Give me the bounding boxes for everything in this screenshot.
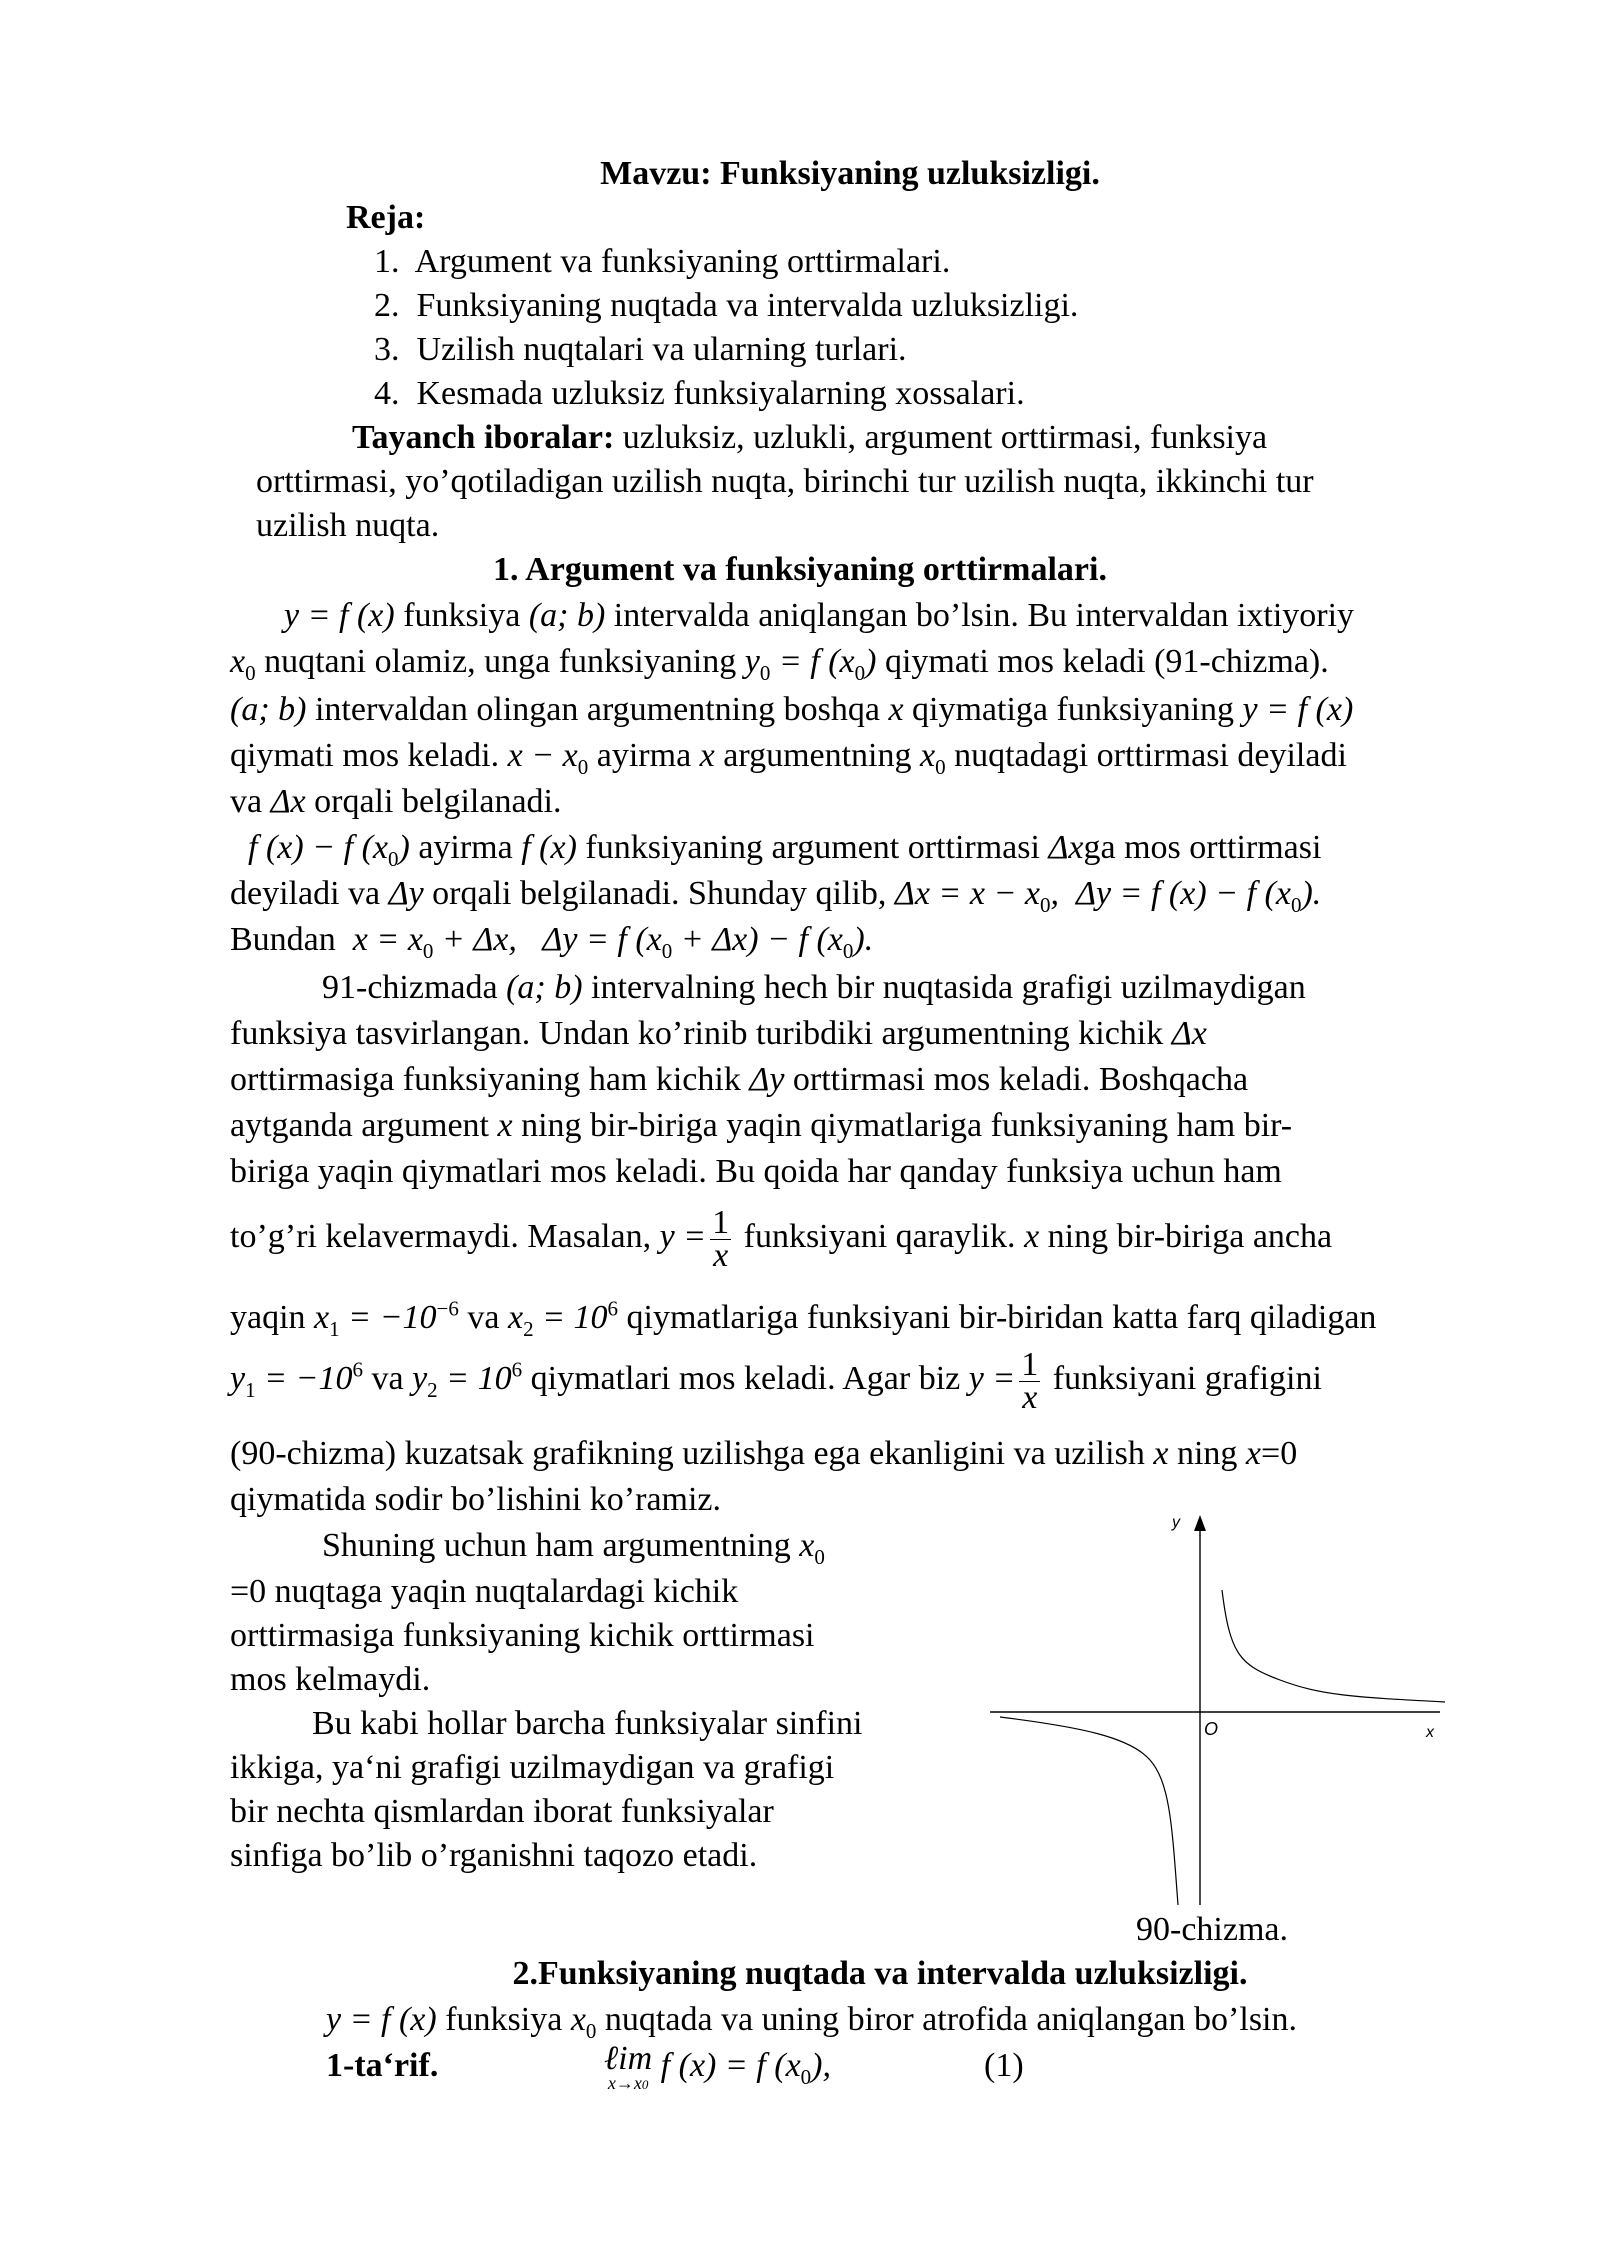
y-axis-label: y bbox=[1172, 1514, 1180, 1531]
formula: Δx bbox=[270, 783, 306, 820]
text: intervalning hech bir nuqtasida grafigi uzilmaydigan bbox=[582, 969, 1306, 1006]
fraction-1-over-x bbox=[1019, 1345, 1040, 1416]
text: funksiyaning argument orttirmasi bbox=[576, 829, 1049, 866]
formula: = 10 bbox=[437, 1360, 512, 1397]
s1-line-9 bbox=[322, 966, 1306, 1010]
keywords-line-3: uzilish nuqta. bbox=[256, 507, 440, 544]
s1-line-14: to’g’ri kelavermaydi. Masalan, y = $\frac{1}{x}$ funksiyani qaraylik. x ning bir-biriga ancha bbox=[230, 1203, 1333, 1274]
text: funksiya bbox=[394, 597, 529, 634]
s1-line-22: mos kelmaydi. bbox=[230, 1661, 431, 1698]
subscript: 0 bbox=[842, 938, 854, 963]
limit-word: ℓim bbox=[604, 2040, 653, 2077]
subscript: 0 bbox=[800, 2064, 812, 2089]
text: ayirma bbox=[588, 737, 700, 774]
figure-caption: 90-chizma. bbox=[1136, 1911, 1288, 1948]
s1-line-1 bbox=[284, 594, 1354, 638]
text: (90-chizma) kuzatsak grafikning uzilishga ega ekanligini va uzilish bbox=[230, 1435, 1154, 1472]
text: va bbox=[362, 1360, 413, 1397]
limit bbox=[604, 2040, 653, 2094]
s1-line-15: yaqin $x_1 = -10^{-6}$ va $x_2 = 10^6$ qiymatlariga funksiyani bir-biridan katta farq qiladigan bbox=[230, 1296, 1377, 1341]
s1-line-7: deyiladi va Δy orqali belgilanadi. Shunday qilib, $\Delta x = x - x_0$, Δy = f (x) − f $(x_0)$. bbox=[230, 875, 1322, 917]
keywords-line-2: orttirmasi, yo’qotiladigan uzilish nuqta, birinchi tur uzilish nuqta, ikkinchi tur bbox=[256, 463, 1314, 500]
text: ayirma bbox=[409, 829, 522, 866]
plan-item-4: 4. Kesmada uzluksiz funksiyalarning xossalari. bbox=[374, 375, 1025, 412]
text: yaqin bbox=[230, 1299, 315, 1336]
formula: = f (x bbox=[770, 643, 855, 680]
text: intervalda aniqlangan bo’lsin. Bu intervaldan ixtiyoriy bbox=[605, 597, 1355, 634]
formula: x bbox=[699, 737, 715, 774]
text: funksiya tasvirlangan. Undan ko’rinib turibdiki argumentning kichik bbox=[230, 1015, 1172, 1052]
text: Shuning uchun ham argumentning bbox=[322, 1527, 800, 1564]
text: =0 bbox=[1261, 1435, 1298, 1472]
formula: = −10 bbox=[339, 1299, 437, 1336]
definition-label: 1-ta‘rif. bbox=[326, 2047, 439, 2084]
s1-line-26: sinfiga bo’lib o’rganishni taqozo etadi. bbox=[230, 1837, 758, 1874]
formula: x bbox=[920, 737, 936, 774]
formula: x bbox=[1153, 1435, 1169, 1472]
s1-line-5 bbox=[230, 780, 562, 824]
text: funksiya bbox=[436, 2001, 571, 2038]
formula: Δx bbox=[1048, 829, 1084, 866]
s1-line-18: qiymatida sodir bo’lishini ko’ramiz. bbox=[230, 1481, 722, 1518]
numerator: 1 bbox=[712, 1203, 730, 1241]
s2-line-1 bbox=[326, 1998, 1297, 2042]
text: intervaldan olingan argumentning boshqa bbox=[306, 691, 889, 728]
fraction-1-over-x bbox=[710, 1203, 731, 1274]
formula: x bbox=[799, 1527, 815, 1564]
text: qiymati mos keladi (91-chizma). bbox=[876, 643, 1329, 680]
origin-label: O bbox=[1204, 1719, 1219, 1739]
text: orqali belgilanadi. bbox=[305, 783, 562, 820]
formula: = −10 bbox=[255, 1360, 353, 1397]
subscript: 0 bbox=[814, 1544, 825, 1569]
text: funksiyani grafigini bbox=[1044, 1360, 1322, 1397]
y-axis-arrow bbox=[1194, 1515, 1206, 1531]
limit-subscript: x→x bbox=[607, 2073, 642, 2093]
s1-line-12 bbox=[230, 1104, 1292, 1148]
s1-line-10 bbox=[230, 1012, 1207, 1056]
text: deyiladi va bbox=[230, 875, 389, 912]
plan-item-1: 1. Argument va funksiyaning orttirmalari. bbox=[374, 243, 951, 280]
curve-negative-branch bbox=[1000, 1717, 1178, 1905]
text: va bbox=[230, 783, 271, 820]
s1-line-3 bbox=[230, 688, 1353, 732]
section-2-heading: 2.Funksiyaning nuqtada va intervalda uzluksizligi. bbox=[512, 1955, 1248, 1992]
subscript: 0 bbox=[1040, 892, 1051, 917]
text: orqali belgilanadi. Shunday qilib, bbox=[423, 875, 895, 912]
formula: x bbox=[497, 1107, 513, 1144]
s1-line-21: orttirmasiga funksiyaning kichik orttirmasi bbox=[230, 1617, 815, 1654]
formula: (a; b) bbox=[528, 597, 606, 634]
denominator: x bbox=[1022, 1378, 1038, 1416]
plan-heading: Reja: bbox=[346, 199, 426, 236]
text: orttirmasiga funksiyaning ham kichik bbox=[230, 1061, 750, 1098]
text: funksiyani qaraylik. bbox=[735, 1218, 1025, 1255]
subscript: 0 bbox=[577, 754, 589, 779]
subscript: 0 bbox=[661, 938, 673, 963]
equation-number: (1) bbox=[984, 2047, 1024, 2084]
formula: y = f (x) bbox=[326, 2001, 437, 2038]
formula: (a; b) bbox=[506, 969, 583, 1006]
s1-line-25: bir nechta qismlardan iborat funksiyalar bbox=[230, 1793, 774, 1830]
formula: x bbox=[230, 643, 246, 680]
subscript: 0 bbox=[854, 660, 866, 685]
text: argumentning bbox=[714, 737, 920, 774]
page-title: Mavzu: Funksiyaning uzluksizligi. bbox=[600, 155, 1100, 192]
exponent: 6 bbox=[352, 1357, 363, 1382]
subscript: 0 bbox=[387, 846, 399, 871]
x-axis-label: x bbox=[1426, 1724, 1434, 1741]
text: nuqtani olamiz, unga funksiyaning bbox=[255, 643, 745, 680]
section-1-heading: 1. Argument va funksiyaning orttirmalari. bbox=[493, 551, 1107, 588]
keywords-label: Tayanch iboralar: bbox=[352, 419, 615, 456]
text: to’g’ri kelavermaydi. Masalan, bbox=[230, 1218, 660, 1255]
text: qiymatiga funksiyaning bbox=[903, 691, 1243, 728]
text: Bundan bbox=[230, 921, 345, 958]
formula: x bbox=[570, 2001, 586, 2038]
subscript: 0 bbox=[935, 754, 946, 779]
keywords-line-1 bbox=[352, 416, 1267, 460]
text: ga mos orttirmasi bbox=[1083, 829, 1322, 866]
s1-line-23: Bu kabi hollar barcha funksiyalar sinfini bbox=[312, 1705, 863, 1742]
s1-line-11 bbox=[230, 1058, 1248, 1102]
text: nuqtadagi orttirmasi deyiladi bbox=[945, 737, 1347, 774]
subscript: 0 bbox=[1290, 892, 1302, 917]
formula: x bbox=[1245, 1435, 1262, 1472]
keywords-text: uzluksiz, uzlukli, argument orttirmasi, funksiya bbox=[614, 419, 1268, 456]
subscript: 0 bbox=[422, 938, 434, 963]
denominator: x bbox=[713, 1236, 729, 1274]
formula: y = f (x) bbox=[284, 597, 395, 634]
text: 91-chizmada bbox=[322, 969, 507, 1006]
numerator: 1 bbox=[1021, 1345, 1039, 1383]
s1-line-13: biriga yaqin qiymatlari mos keladi. Bu qoida har qanday funksiya uchun ham bbox=[230, 1153, 1282, 1190]
formula: x bbox=[888, 691, 904, 728]
formula: Δy bbox=[388, 875, 424, 912]
text: ning bbox=[1168, 1435, 1246, 1472]
subscript: 0 bbox=[641, 2077, 649, 2092]
formula: y bbox=[744, 643, 760, 680]
s1-line-16: $y_1 = -10^6$ va $y_2 = 10^6$ qiymatlari mos keladi. Agar biz y = $\frac{1}{x}$ funksiyani grafigini bbox=[230, 1345, 1322, 1416]
formula: (a; b) bbox=[230, 691, 307, 728]
text: aytganda argument bbox=[230, 1107, 498, 1144]
formula: Δy bbox=[749, 1061, 785, 1098]
text: ning bir-biriga yaqin qiymatlariga funksiyaning ham bir- bbox=[512, 1107, 1293, 1144]
plan-item-2: 2. Funksiyaning nuqtada va intervalda uzluksizligi. bbox=[374, 287, 1079, 324]
s1-line-19 bbox=[322, 1524, 825, 1568]
exponent: 6 bbox=[511, 1357, 523, 1382]
s1-line-20: =0 nuqtaga yaqin nuqtalardagi kichik bbox=[230, 1573, 739, 1610]
plan-item-3: 3. Uzilish nuqtalari va ularning turlari. bbox=[374, 331, 907, 368]
subscript: 0 bbox=[759, 660, 771, 685]
s2-line-2 bbox=[326, 2044, 438, 2088]
text: qiymati mos keladi. bbox=[230, 737, 508, 774]
formula: x bbox=[1024, 1218, 1040, 1255]
subscript: 0 bbox=[585, 2018, 597, 2043]
text: va bbox=[458, 1299, 508, 1336]
s1-line-17 bbox=[230, 1432, 1297, 1476]
hyperbola-graph bbox=[990, 1505, 1470, 1905]
s1-line-6: f (x) − f $(x_0)$ ayirma f (x) funksiyaning argument orttirmasi Δxga mos orttirmasi bbox=[248, 829, 1322, 871]
formula: = 10 bbox=[533, 1299, 608, 1336]
s1-line-24: ikkiga, ya‘ni grafigi uzilmaydigan va grafigi bbox=[230, 1749, 835, 1786]
text: qiymatlariga funksiyani bir-biridan katta farq qiladigan bbox=[618, 1299, 1377, 1336]
text: nuqtada va uning biror atrofida aniqlangan bo’lsin. bbox=[596, 2001, 1297, 2038]
s1-line-2: $x_0$ nuqtani olamiz, unga funksiyaning $y_0 = f$ $(x_0)$ qiymati mos keladi (91-chizma). bbox=[230, 643, 1329, 685]
formula: y = f (x) bbox=[1242, 691, 1354, 728]
text: orttirmasi mos keladi. Boshqacha bbox=[784, 1061, 1249, 1098]
text: ning bir-biriga ancha bbox=[1039, 1218, 1333, 1255]
s1-line-4: qiymati mos keladi. $x - x_0$ ayirma x argumentning $x_0$ nuqtadagi orttirmasi deyiladi bbox=[230, 737, 1347, 779]
exponent: 6 bbox=[607, 1296, 619, 1321]
formula: Δx bbox=[1171, 1015, 1207, 1052]
subscript: 0 bbox=[245, 660, 256, 685]
curve-positive-branch bbox=[1222, 1590, 1445, 1702]
text: qiymatlari mos keladi. Agar biz bbox=[522, 1360, 969, 1397]
s1-line-8: Bundan $x = x_0 + \Delta x$, Δy = f $(x_0 + \Delta x) - f$ $(x_0)$. bbox=[230, 921, 874, 963]
exponent: −6 bbox=[436, 1296, 459, 1321]
definition-formula: ℓim x→x0 f (x) = f $(x_0)$, bbox=[604, 2040, 831, 2093]
